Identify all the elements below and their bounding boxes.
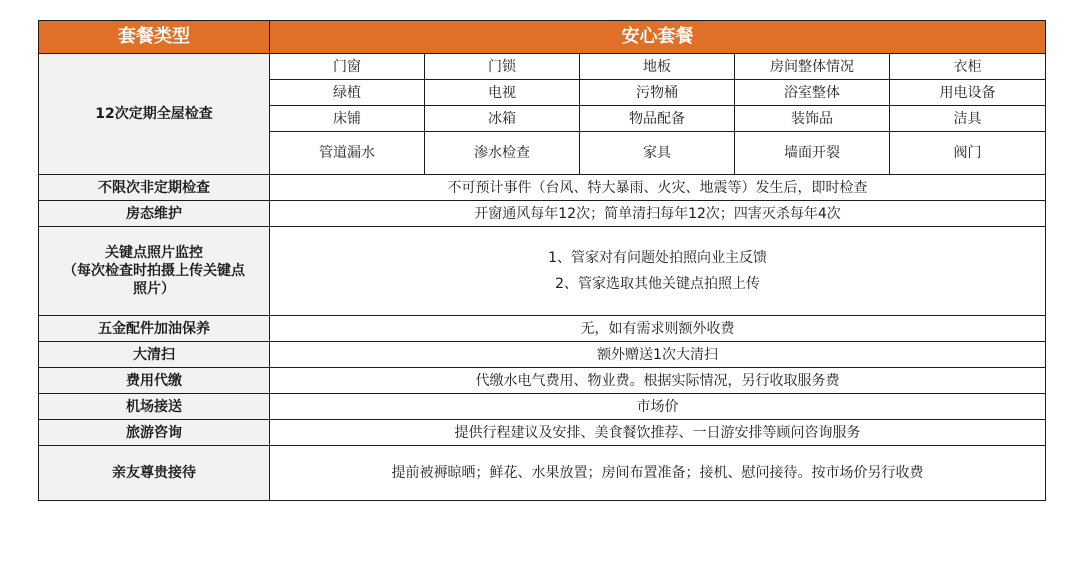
row-value: 市场价 xyxy=(270,394,1046,420)
inspection-item: 墙面开裂 xyxy=(735,132,890,175)
table-row xyxy=(39,316,1046,342)
row-value: 代缴水电气费用、物业费。根据实际情况，另行收取服务费 xyxy=(270,368,1046,394)
inspection-item: 门锁 xyxy=(425,54,580,80)
inspection-item: 物品配备 xyxy=(580,106,735,132)
inspection-row-1 xyxy=(39,54,1046,80)
table-row xyxy=(39,446,1046,501)
inspection-item: 绿植 xyxy=(270,80,425,106)
header-type: 套餐类型 xyxy=(39,21,270,54)
inspection-item: 家具 xyxy=(580,132,735,175)
photo-label-line: （每次检查时拍摄上传关键点 xyxy=(63,263,245,279)
row-value: 开窗通风每年12次；简单清扫每年12次；四害灭杀每年4次 xyxy=(270,201,1046,227)
inspection-item: 浴室整体 xyxy=(735,80,890,106)
inspection-item: 管道漏水 xyxy=(270,132,425,175)
inspection-item: 衣柜 xyxy=(890,54,1046,80)
photo-label-line: 关键点照片监控 xyxy=(105,245,203,261)
inspection-item: 地板 xyxy=(580,54,735,80)
table-row xyxy=(39,420,1046,446)
header-package: 安心套餐 xyxy=(270,21,1046,54)
photo-value xyxy=(270,227,1046,316)
photo-row xyxy=(39,227,1046,316)
table-row xyxy=(39,175,1046,201)
inspection-item: 门窗 xyxy=(270,54,425,80)
inspection-item: 床铺 xyxy=(270,106,425,132)
row-label: 机场接送 xyxy=(39,394,270,420)
photo-label-line: 照片） xyxy=(133,281,175,297)
table-row xyxy=(39,201,1046,227)
row-label: 费用代缴 xyxy=(39,368,270,394)
header-row xyxy=(39,21,1046,54)
inspection-item: 电视 xyxy=(425,80,580,106)
row-value: 提供行程建议及安排、美食餐饮推荐、一日游安排等顾问咨询服务 xyxy=(270,420,1046,446)
package-table xyxy=(38,20,1046,501)
photo-value-line: 2、管家选取其他关键点拍照上传 xyxy=(555,276,760,292)
inspection-item: 阀门 xyxy=(890,132,1046,175)
row-label: 不限次非定期检查 xyxy=(39,175,270,201)
table-row xyxy=(39,394,1046,420)
photo-label xyxy=(39,227,270,316)
inspection-item: 洁具 xyxy=(890,106,1046,132)
row-value: 无，如有需求则额外收费 xyxy=(270,316,1046,342)
inspection-item: 渗水检查 xyxy=(425,132,580,175)
inspection-item: 用电设备 xyxy=(890,80,1046,106)
inspection-label: 12次定期全屋检查 xyxy=(39,54,270,175)
inspection-item: 污物桶 xyxy=(580,80,735,106)
package-table-wrapper xyxy=(38,20,1045,501)
row-value: 额外赠送1次大清扫 xyxy=(270,342,1046,368)
inspection-item: 房间整体情况 xyxy=(735,54,890,80)
row-label: 旅游咨询 xyxy=(39,420,270,446)
inspection-item: 冰箱 xyxy=(425,106,580,132)
row-label: 大清扫 xyxy=(39,342,270,368)
row-label: 房态维护 xyxy=(39,201,270,227)
row-value: 提前被褥晾晒；鲜花、水果放置；房间布置准备；接机、慰问接待。按市场价另行收费 xyxy=(270,446,1046,501)
table-row xyxy=(39,342,1046,368)
inspection-item: 装饰品 xyxy=(735,106,890,132)
row-label: 亲友尊贵接待 xyxy=(39,446,270,501)
photo-value-line: 1、管家对有问题处拍照向业主反馈 xyxy=(548,250,767,266)
row-label: 五金配件加油保养 xyxy=(39,316,270,342)
row-value: 不可预计事件（台风、特大暴雨、火灾、地震等）发生后，即时检查 xyxy=(270,175,1046,201)
table-row xyxy=(39,368,1046,394)
